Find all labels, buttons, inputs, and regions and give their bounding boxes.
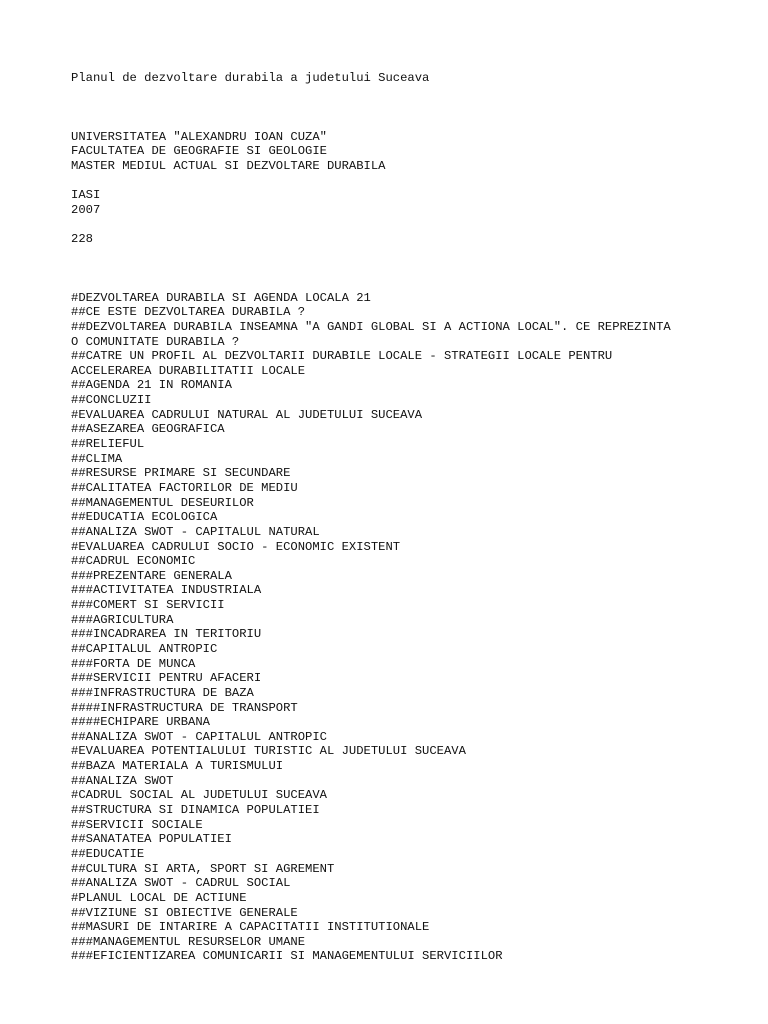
- toc-line: ACCELERAREA DURABILITATII LOCALE: [71, 363, 306, 378]
- city: IASI: [71, 188, 101, 203]
- toc-line: ##ANALIZA SWOT - CAPITALUL ANTROPIC: [71, 729, 327, 744]
- toc-line: ##CONCLUZII: [71, 393, 152, 408]
- toc-line: ##ANALIZA SWOT - CADRUL SOCIAL: [71, 876, 291, 891]
- spacer: [71, 247, 761, 262]
- toc-line: ##CULTURA SI ARTA, SPORT SI AGREMENT: [71, 861, 335, 876]
- year: 2007: [71, 202, 101, 217]
- toc-line: ##EDUCATIA ECOLOGICA: [71, 510, 218, 525]
- toc-line: ##MASURI DE INTARIRE A CAPACITATII INSTITUTIONALE: [71, 920, 430, 935]
- toc-line: ##CLIMA: [71, 451, 123, 466]
- toc-line: ####ECHIPARE URBANA: [71, 715, 210, 730]
- toc-line: ###FORTA DE MUNCA: [71, 656, 196, 671]
- toc-line: ##AGENDA 21 IN ROMANIA: [71, 378, 232, 393]
- toc-line: ###COMERT SI SERVICII: [71, 598, 225, 613]
- toc-line: #CADRUL SOCIAL AL JUDETULUI SUCEAVA: [71, 788, 327, 803]
- toc-line: ###EFICIENTIZAREA COMUNICARII SI MANAGEMENTULUI SERVICIILOR: [71, 949, 503, 964]
- toc-line: ###INCADRAREA IN TERITORIU: [71, 627, 262, 642]
- toc-line: #EVALUAREA CADRULUI SOCIO - ECONOMIC EXISTENT: [71, 539, 401, 554]
- toc-line: ###AGRICULTURA: [71, 612, 174, 627]
- spacer: [71, 115, 761, 130]
- toc-line: ###MANAGEMENTUL RESURSELOR UMANE: [71, 934, 306, 949]
- toc-line: ##ASEZAREA GEOGRAFICA: [71, 422, 225, 437]
- toc-line: ##CE ESTE DEZVOLTAREA DURABILA ?: [71, 305, 306, 320]
- toc-line: ##ANALIZA SWOT - CAPITALUL NATURAL: [71, 524, 320, 539]
- toc-line: O COMUNITATE DURABILA ?: [71, 334, 240, 349]
- spacer: [71, 261, 761, 276]
- toc-line: #EVALUAREA POTENTIALULUI TURISTIC AL JUDETULUI SUCEAVA: [71, 744, 466, 759]
- toc-line: ##DEZVOLTAREA DURABILA INSEAMNA "A GANDI GLOBAL SI A ACTIONA LOCAL". CE REPREZINTA: [71, 319, 671, 334]
- master-program: MASTER MEDIUL ACTUAL SI DEZVOLTARE DURABILA: [71, 158, 386, 173]
- toc-line: ##RESURSE PRIMARE SI SECUNDARE: [71, 466, 291, 481]
- spacer: [71, 100, 761, 115]
- spacer: [71, 86, 761, 101]
- spacer: [71, 276, 761, 291]
- page-count: 228: [71, 232, 93, 247]
- toc-line: ##BAZA MATERIALA A TURISMULUI: [71, 759, 284, 774]
- toc-line: ####INFRASTRUCTURA DE TRANSPORT: [71, 700, 298, 715]
- university-name: UNIVERSITATEA "ALEXANDRU IOAN CUZA": [71, 129, 327, 144]
- faculty-name: FACULTATEA DE GEOGRAFIE SI GEOLOGIE: [71, 144, 327, 159]
- toc-line: ###SERVICII PENTRU AFACERI: [71, 671, 262, 686]
- toc-line: ###PREZENTARE GENERALA: [71, 568, 232, 583]
- institution-header: [71, 130, 761, 174]
- table-of-contents: [71, 291, 761, 964]
- toc-line: ##SANATATEA POPULATIEI: [71, 832, 232, 847]
- toc-line: ###INFRASTRUCTURA DE BAZA: [71, 685, 254, 700]
- toc-line: ##CADRUL ECONOMIC: [71, 554, 196, 569]
- toc-line: ##RELIEFUL: [71, 437, 145, 452]
- toc-line: ###ACTIVITATEA INDUSTRIALA: [71, 583, 262, 598]
- toc-line: ##STRUCTURA SI DINAMICA POPULATIEI: [71, 803, 320, 818]
- toc-line: ##EDUCATIE: [71, 846, 145, 861]
- document-page: [71, 71, 761, 964]
- toc-line: ##CATRE UN PROFIL AL DEZVOLTARII DURABILE LOCALE - STRATEGII LOCALE PENTRU: [71, 349, 613, 364]
- spacer: [71, 217, 761, 232]
- spacer: [71, 173, 761, 188]
- toc-line: #PLANUL LOCAL DE ACTIUNE: [71, 890, 247, 905]
- toc-line: ##MANAGEMENTUL DESEURILOR: [71, 495, 254, 510]
- toc-line: ##ANALIZA SWOT: [71, 773, 174, 788]
- document-title: Planul de dezvoltare durabila a judetului Suceava: [71, 71, 430, 85]
- toc-line: #DEZVOLTAREA DURABILA SI AGENDA LOCALA 21: [71, 290, 371, 305]
- toc-line: ##CALITATEA FACTORILOR DE MEDIU: [71, 480, 298, 495]
- toc-line: #EVALUAREA CADRULUI NATURAL AL JUDETULUI SUCEAVA: [71, 407, 423, 422]
- toc-line: ##CAPITALUL ANTROPIC: [71, 641, 218, 656]
- toc-line: ##VIZIUNE SI OBIECTIVE GENERALE: [71, 905, 298, 920]
- toc-line: ##SERVICII SOCIALE: [71, 817, 203, 832]
